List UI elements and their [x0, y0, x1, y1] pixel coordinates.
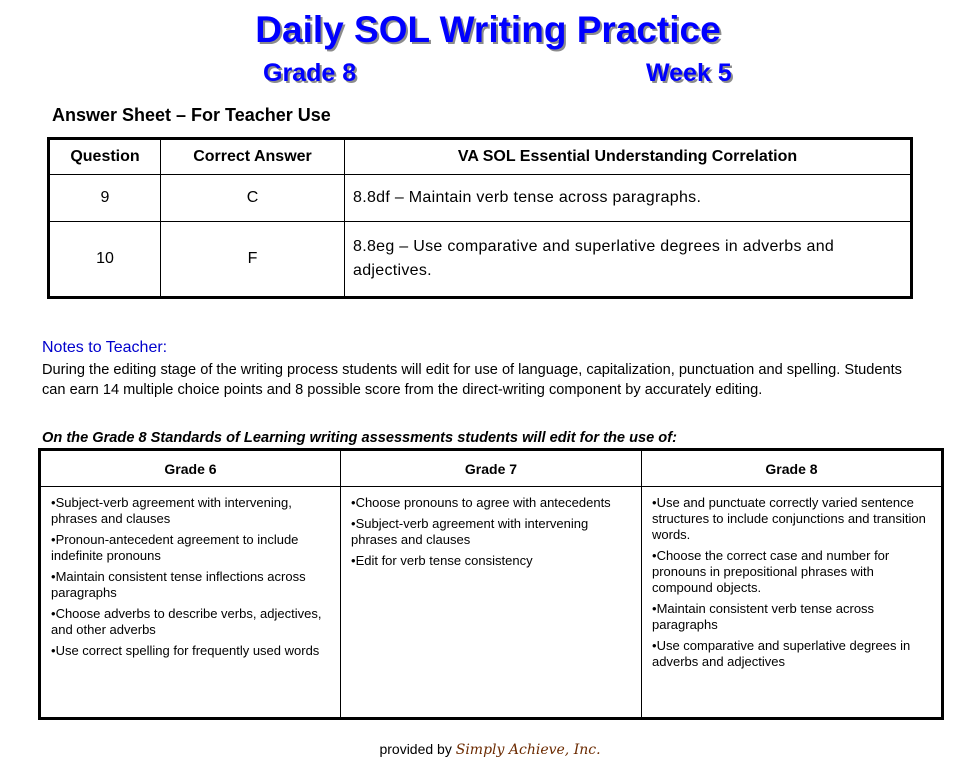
table-row [40, 487, 943, 719]
column-header-correlation: VA SOL Essential Understanding Correlation [345, 139, 912, 175]
question-number: 9 [49, 175, 161, 222]
grade-standards-table [38, 448, 944, 720]
table-row [49, 222, 912, 298]
list-item: • Maintain consistent verb tense across paragraphs [652, 601, 933, 633]
column-header-grade-6: Grade 6 [40, 450, 341, 487]
grade-7-cell [341, 487, 642, 719]
grade-label: Grade 8 [263, 59, 357, 87]
grade-7-list [351, 495, 633, 569]
column-header-question: Question [49, 139, 161, 175]
list-item: • Edit for verb tense consistency [351, 553, 633, 569]
list-item: • Use comparative and superlative degrees in adverbs and adjectives [652, 638, 933, 670]
grade-6-cell [40, 487, 341, 719]
list-item: • Subject-verb agreement with intervening, phrases and clauses [51, 495, 332, 527]
sol-correlation: 8.8eg – Use comparative and superlative degrees in adverbs and adjectives. [345, 222, 912, 298]
correct-answer: C [161, 175, 345, 222]
list-item: • Use correct spelling for frequently used words [51, 643, 332, 659]
list-item: • Use and punctuate correctly varied sentence structures to include conjunctions and transition words. [652, 495, 933, 543]
list-item: • Subject-verb agreement with intervening phrases and clauses [351, 516, 633, 548]
list-item: • Choose adverbs to describe verbs, adjectives, and other adverbs [51, 606, 332, 638]
notes-title: Notes to Teacher: [42, 339, 168, 356]
grades-table-header [40, 450, 943, 487]
list-item: • Choose pronouns to agree with antecedents [351, 495, 633, 511]
week-label: Week 5 [646, 59, 732, 87]
grade-8-list [652, 495, 933, 670]
answer-sheet-heading: Answer Sheet – For Teacher Use [52, 105, 331, 125]
table-row [49, 175, 912, 222]
notes-body: During the editing stage of the writing process students will edit for use of language, capitalization, punctuation and spelling. Students can earn 14 multiple choice points and 8 possible score from the direct-writing component by accurately editing. [42, 362, 902, 398]
notes-emphasis: On the Grade 8 Standards of Learning writing assessments students will edit for the use of: [42, 430, 677, 445]
column-header-correct-answer: Correct Answer [161, 139, 345, 175]
answer-table [47, 137, 913, 299]
page-title: Daily SOL Writing Practice [255, 9, 721, 50]
list-item: • Maintain consistent tense inflections across paragraphs [51, 569, 332, 601]
list-item: • Pronoun-antecedent agreement to include indefinite pronouns [51, 532, 332, 564]
question-number: 10 [49, 222, 161, 298]
column-header-grade-7: Grade 7 [341, 450, 642, 487]
answer-table-header [49, 139, 912, 175]
correct-answer: F [161, 222, 345, 298]
brand-name: Simply Achieve, Inc. [455, 742, 601, 758]
column-header-grade-8: Grade 8 [642, 450, 943, 487]
sol-correlation: 8.8df – Maintain verb tense across paragraphs. [345, 175, 912, 222]
list-item: • Choose the correct case and number for pronouns in prepositional phrases with compound objects. [652, 548, 933, 596]
grade-8-cell [642, 487, 943, 719]
footer [0, 740, 960, 759]
grade-6-list [51, 495, 332, 659]
footer-prefix: provided by [379, 741, 452, 757]
